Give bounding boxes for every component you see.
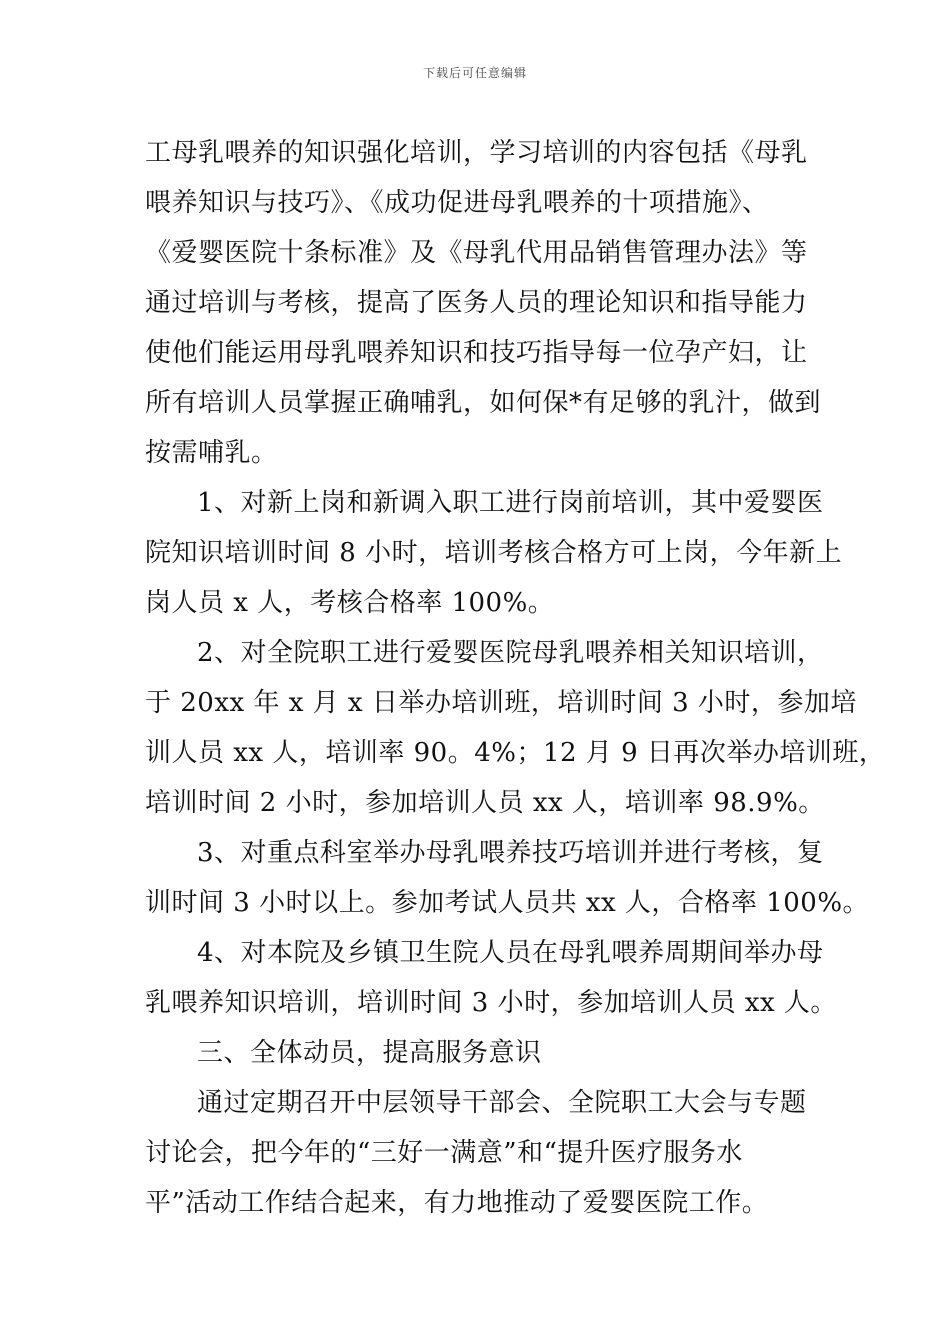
text-line: 工母乳喂养的知识强化培训，学习培训的内容包括《母乳: [145, 138, 808, 168]
text-line: 讨论会，把今年的“三好一满意”和“提升医疗服务水: [145, 1138, 743, 1168]
paragraph-start-line: 1、对新上岗和新调入职工进行岗前培训，其中爱婴医: [197, 488, 824, 518]
header-note: 下载后可任意编辑: [422, 66, 527, 80]
text-line: 《爱婴医院十条标准》及《母乳代用品销售管理办法》等: [145, 238, 808, 268]
text-line: 所有培训人员掌握正确哺乳，如何保*有足够的乳汁，做到: [145, 388, 822, 418]
paragraph-start-line: 3、对重点科室举办母乳喂养技巧培训并进行考核，复: [197, 838, 824, 868]
text-line: 平”活动工作结合起来，有力地推动了爱婴医院工作。: [145, 1188, 769, 1218]
text-line: 乳喂养知识培训，培训时间 3 小时，参加培训人员 xx 人。: [145, 988, 837, 1018]
document-body: [145, 128, 886, 1228]
text-line: 使他们能运用母乳喂养知识和技巧指导每一位孕产妇，让: [145, 338, 808, 368]
paragraph-start-line: 2、对全院职工进行爱婴医院母乳喂养相关知识培训，: [197, 638, 824, 668]
text-line: 训时间 3 小时以上。参加考试人员共 xx 人，合格率 100%。: [145, 888, 870, 918]
text-line: 院知识培训时间 8 小时，培训考核合格方可上岗，今年新上: [145, 538, 843, 568]
paragraph-start-line: 4、对本院及乡镇卫生院人员在母乳喂养周期间举办母: [197, 938, 824, 968]
text-line: 通过培训与考核，提高了医务人员的理论知识和指导能力: [145, 288, 808, 318]
text-line: 按需哺乳。: [145, 438, 278, 468]
text-line: 岗人员 x 人，考核合格率 100%。: [145, 588, 555, 618]
section-heading: 三、全体动员，提高服务意识: [197, 1038, 542, 1068]
text-line: 喂养知识与技巧》、《成功促进母乳喂养的十项措施》、: [145, 188, 769, 218]
text-line: 训人员 xx 人，培训率 90。4%；12 月 9 日再次举办培训班，: [145, 738, 886, 768]
text-line: 于 20xx 年 x 月 x 日举办培训班，培训时间 3 小时，参加培: [145, 688, 857, 718]
text-line: 培训时间 2 小时，参加培训人员 xx 人，培训率 98.9%。: [145, 788, 825, 818]
paragraph-start-line: 通过定期召开中层领导干部会、全院职工大会与专题: [197, 1088, 807, 1118]
